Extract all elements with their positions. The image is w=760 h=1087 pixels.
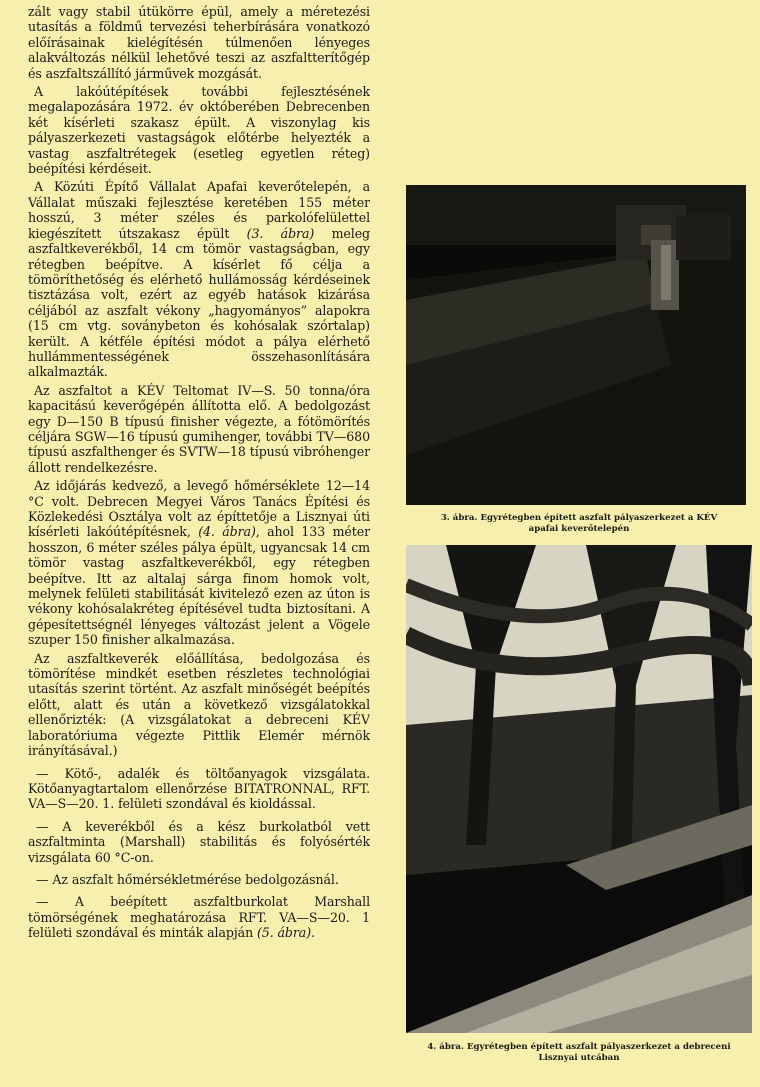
list-item-marshall-tests (28, 819, 370, 865)
caption-line: 3. ábra. Egyrétegben épített aszfalt pályaszerkezet a KÉV (440, 513, 718, 523)
figure-3-caption (406, 513, 752, 534)
caption-line: 4. ábra. Egyrétegben épített aszfalt pályaszerkezet a debreceni (427, 1042, 731, 1052)
paragraph-text: , ahol 133 méter hosszon, 6 méter széles pálya épült, ugyancsak 14 cm tömör vastag aszfaltkeverékből, egy rétegben beépítve. Itt az altalaj sárga finom homok volt, melynek felületi stabilitását kivitelező ezen az úton is vékony kohósalakréteg építésével tudta biztosítani. A gépesítettségnél lényeges változást jelent a Vögele szuper 150 finisher alkalmazása. (28, 524, 370, 648)
paragraph-text: zált vagy stabil útükörre épül, amely a méretezési utasítás a földmű tervezési teherbírására vonatkozó előírásainak kielégítésén túlmenően lényeges alakváltozás nélkül lehetővé teszi az aszfaltterítőgép és aszfaltszállító járművek mozgását. (28, 4, 370, 81)
paragraph-text: Az aszfaltot a KÉV Teltomat IV—S. 50 tonna/óra kapacitású keverőgépén állította elő. A bedolgozást egy D—150 B típusú finisher végezte, a fótömörítés céljára SGW—16 típusú gumihenger, további TV—680 típusú aszfalthenger és SVTW—18 típusú vibróhenger állott rendelkezésre. (28, 382, 370, 475)
paragraph-text: meleg aszfaltkeverékből, 14 cm tömör vastagságban, egy rétegben beépítve. A kísérlet fő célja a tömöríthetőség és elérhető hullámosság kérdéseinek tisztázása volt, ezért az egyéb hatások kizárása céljából az aszfalt vékony „hagyományos” alapokra (15 cm vtg. soványbeton és kohósalak szórtalap) került. A kétféle építési módot a pálya elérhető hullámmentességének összehasonlítására alkalmazták. (28, 225, 370, 380)
caption-line: Lisznyai utcában (538, 1052, 620, 1063)
paragraph-lisznyai-site (28, 478, 370, 647)
figure-3-photo (406, 185, 746, 505)
paragraph-text: A lakóútépítések további fejlesztésének megalapozására 1972. év októberében Debrecenben két kísérleti szakasz épült. A viszonylag kis pályaszerkezeti vastagságok előtérbe helyezték a vastag aszfaltrétegek (esetleg egyetlen réteg) beépítési kérdéseit. (28, 84, 370, 177)
paragraph-text: Az aszfaltkeverék előállítása, bedolgozása és tömörítése mindkét esetben részletes technológiai utasítás szerint történt. Az aszfalt minőségét beépítés előtt, alatt és után a következő vizsgálatokkal ellenőrizték: (A vizsgálatokat a debreceni KÉV laboratóriuma végezte Pittlik Elemér mérnök irányításával.) (28, 650, 370, 759)
paragraph-experiments (28, 84, 370, 176)
paragraph-quality-control (28, 651, 370, 759)
figure-reference-3: (3. ábra) (246, 225, 315, 241)
list-item-text: — Kötő-, adalék és töltőanyagok vizsgálata. Kötőanyagtartalom ellenőrzése BITATRONNAL, RFT. VA—S—20. 1. felületi szondával és kioldással. (28, 765, 370, 812)
caption-line: apafai keverőtelepén (528, 523, 630, 534)
paragraph-machinery (28, 383, 370, 475)
figure-3-image (406, 185, 746, 505)
list-item-text: — A keverékből és a kész burkolatból vett aszfaltminta (Marshall) stabilitás és folyósérték vizsgálata 60 °C-on. (28, 818, 370, 865)
paragraph-intro (28, 4, 370, 81)
text-column (28, 4, 370, 1080)
list-item-text: — A beépített aszfaltburkolat Marshall tömörségének meghatározása RFT. VA—S—20. 1 felületi szondával és minták alapján (28, 894, 370, 941)
list-item-density (28, 894, 370, 940)
figure-reference-5: (5. ábra) (256, 925, 312, 941)
list-item-text: — Az aszfalt hőmérsékletmérése bedolgozásnál. (36, 871, 339, 887)
list-item-binder-tests (28, 766, 370, 812)
figure-4-photo (406, 545, 752, 1033)
paragraph-text: A Közúti Építő Vállalat Apafai keverőtelepén, a Vállalat műszaki fejlesztése keretében 155 méter hosszú, 3 méter széles és parkolófelülettel kiegészített útszakasz épült (28, 179, 370, 241)
paragraph-text: Az időjárás kedvező, a levegő hőmérséklete 12—14 °C volt. Debrecen Megyei Város Tanács Építési és Közlekedési Osztálya volt az építtetője a Lisznyai úti kísérleti lakóútépítésnek, (28, 478, 370, 540)
figure-reference-4: (4. ábra) (198, 524, 256, 540)
figure-4-caption (396, 1042, 760, 1063)
list-item-text: . (311, 925, 315, 941)
figure-4-image (406, 545, 752, 1033)
list-item-temperature (28, 872, 370, 887)
paragraph-apafa-site (28, 179, 370, 379)
